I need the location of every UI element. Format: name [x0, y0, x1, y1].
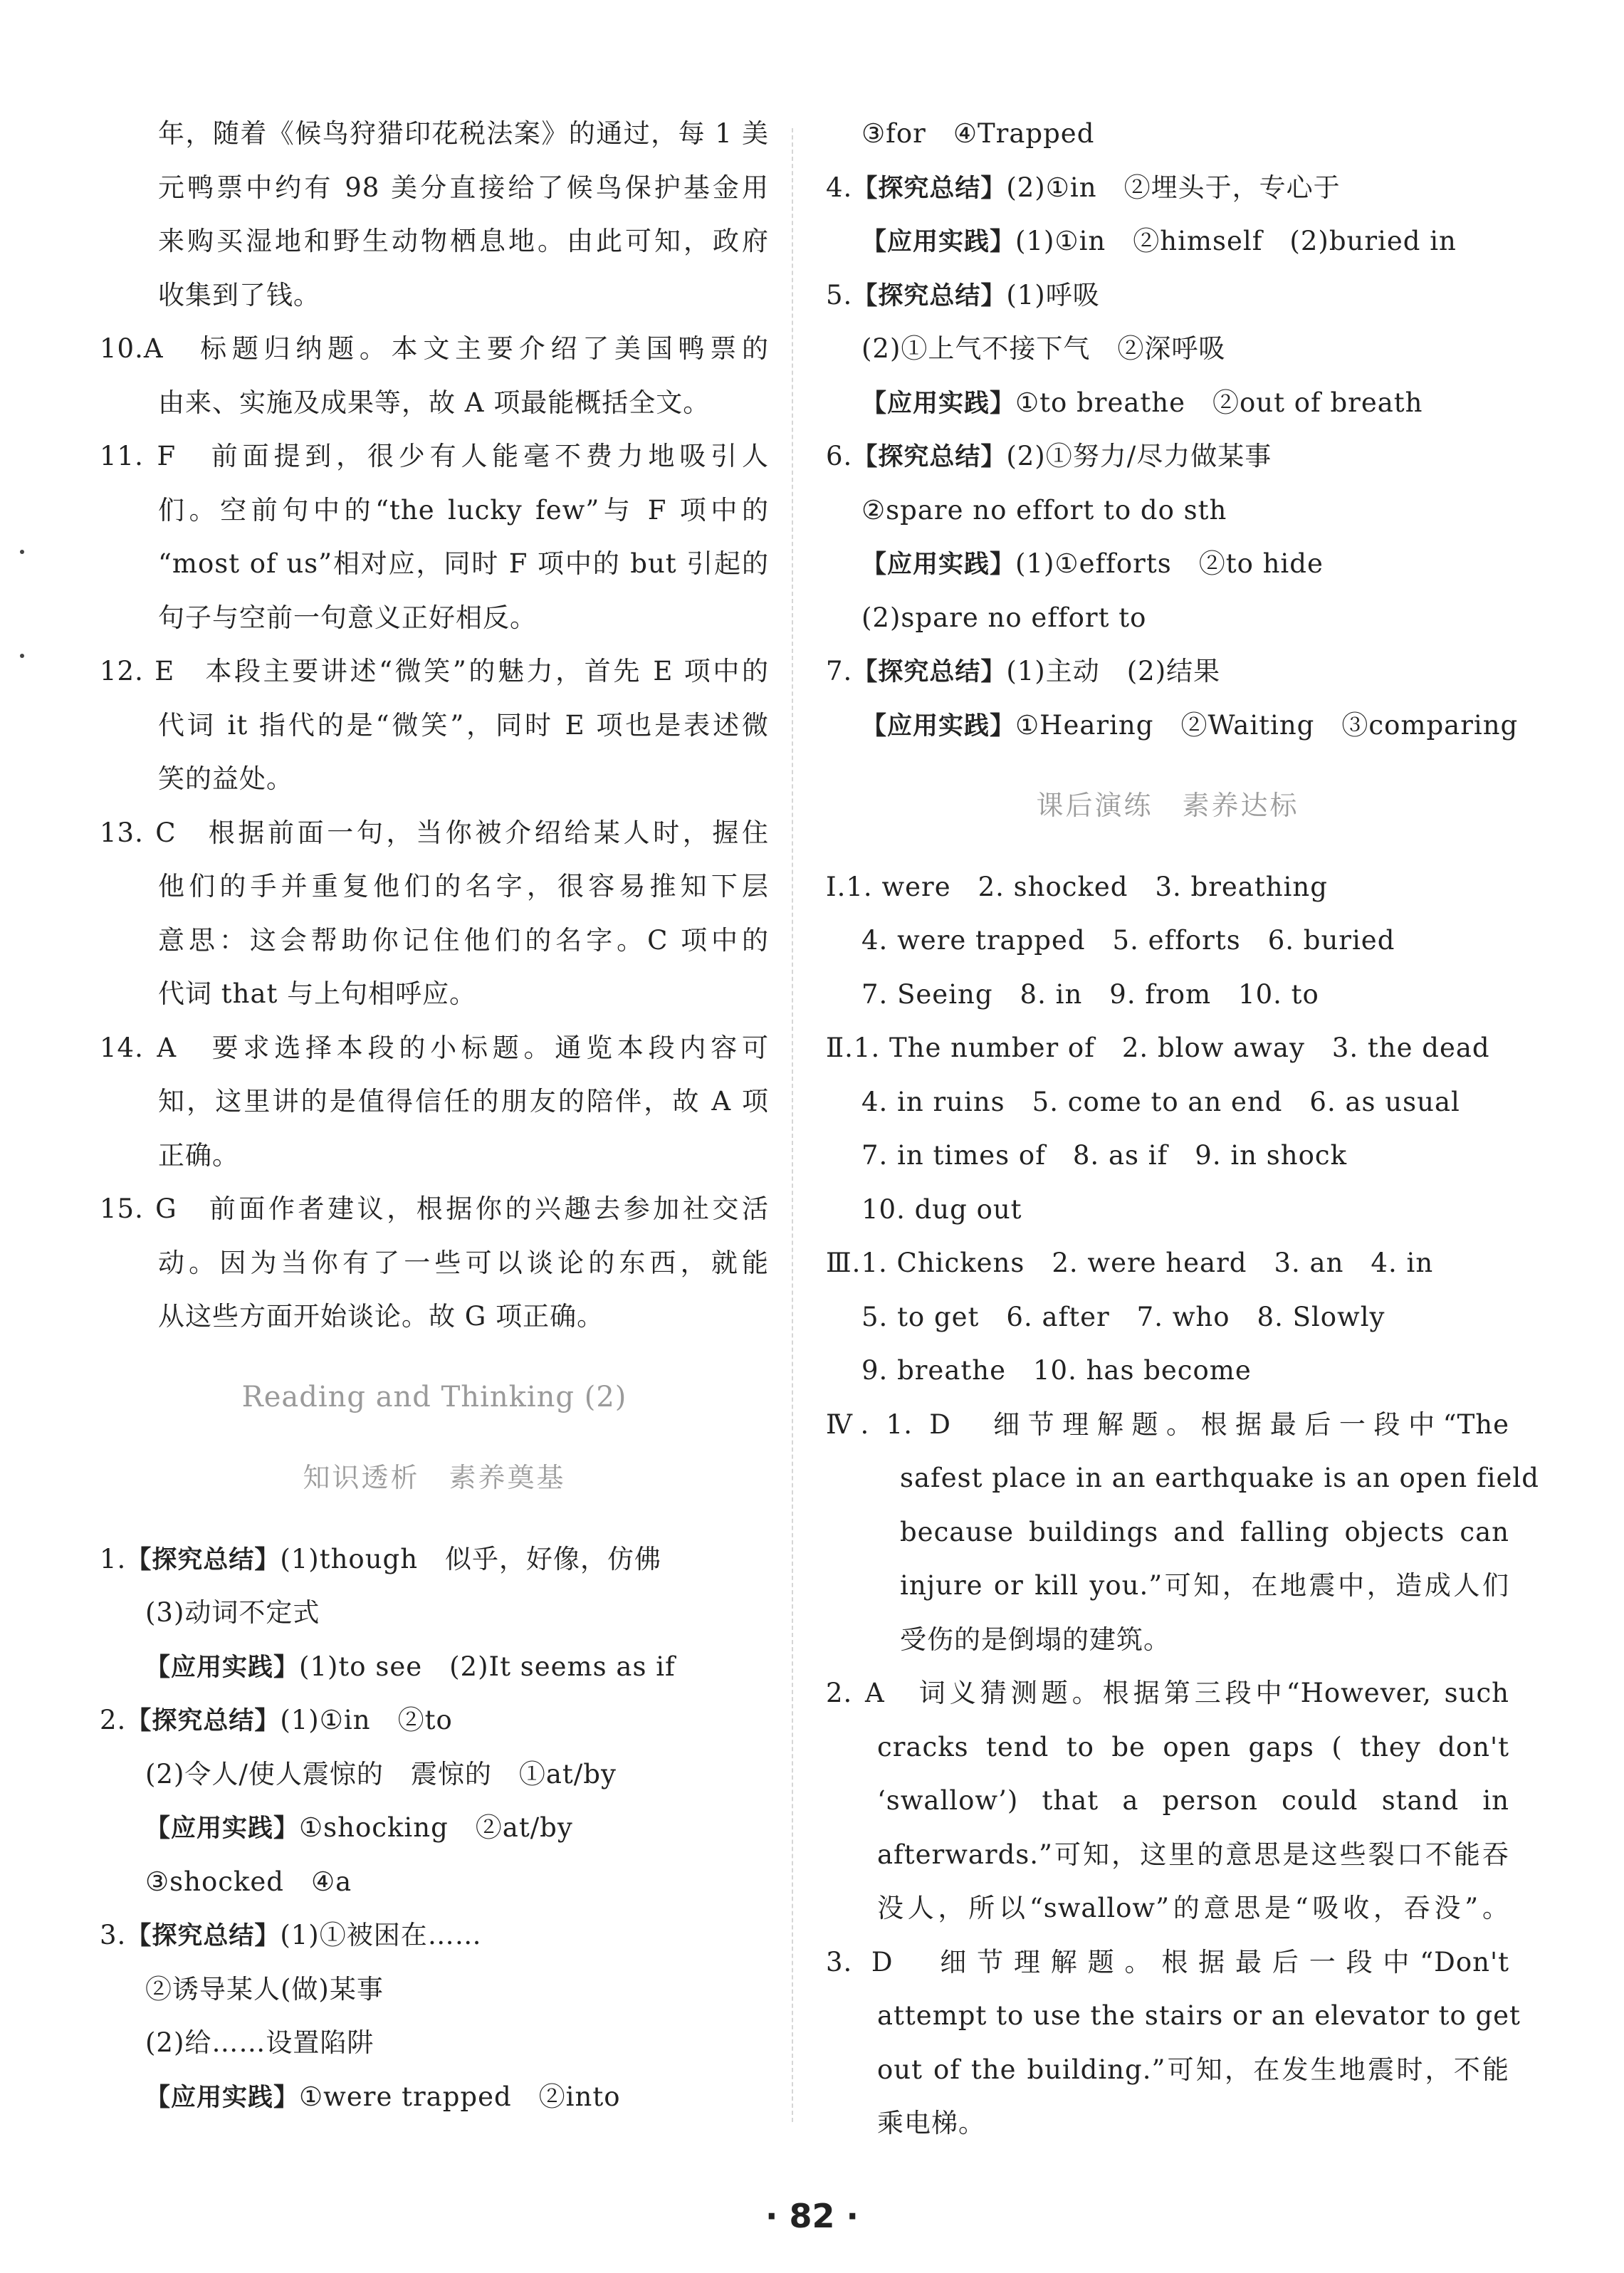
knowledge-5: 5.【探究总结】(1)呼吸 — [826, 279, 1100, 310]
apply-line: 【应用实践】①shocking ②at/by — [145, 1812, 573, 1843]
text-line: ③shocked ④a — [145, 1866, 352, 1897]
text-line: ②诱导某人(做)某事 — [145, 1973, 384, 2005]
exercise-2-line: 4. in ruins 5. come to an end 6. as usual — [861, 1086, 1460, 1117]
text-line: 他们的手并重复他们的名字，很容易推知下层 — [158, 871, 769, 902]
right-column — [826, 107, 1539, 2151]
text-line: 意思：这会帮助你记住他们的名字。C 项中的 — [158, 924, 769, 956]
text-line: 没人，所以“swallow”的意思是“吸收，吞没”。 — [877, 1893, 1509, 1923]
text-line: 们。空前句中的“the lucky few”与 F 项中的 — [158, 494, 769, 526]
exercise-1-line: 7. Seeing 8. in 9. from 10. to — [861, 978, 1319, 1010]
apply-line: 【应用实践】①were trapped ②into — [145, 2081, 621, 2112]
text-line: (2)spare no effort to — [861, 602, 1147, 633]
text-line: ③for ④Trapped — [861, 118, 1095, 149]
subsection-title: 知识透析 素养奠基 — [303, 1462, 566, 1493]
text-line: ‘swallow’) that a person could stand in — [877, 1785, 1509, 1816]
exercise-2-line: Ⅱ.1. The number of 2. blow away 3. the dead — [826, 1033, 1490, 1063]
text-line: attempt to use the stairs or an elevator to get — [877, 2000, 1521, 2031]
exercise-1-line: 4. were trapped 5. efforts 6. buried — [861, 925, 1395, 956]
text-line: 收集到了钱。 — [158, 279, 320, 310]
text-line: 正确。 — [158, 1139, 239, 1171]
knowledge-4: 4.【探究总结】(2)①in ②埋头于，专心于 — [826, 172, 1341, 203]
exercise-2-line: 7. in times of 8. as if 9. in shock — [861, 1140, 1348, 1171]
subsection-title: 课后演练 素养达标 — [1036, 790, 1299, 821]
apply-line: 【应用实践】(1)①efforts ②to hide — [861, 548, 1324, 579]
text-line: (3)动词不定式 — [145, 1597, 320, 1628]
knowledge-1: 1.【探究总结】(1)though 似乎，好像，仿佛 — [100, 1543, 662, 1574]
text-line: (2)给……设置陷阱 — [145, 2027, 374, 2058]
text-line: 受伤的是倒塌的建筑。 — [900, 1624, 1170, 1655]
text-line: 动。因为当你有了一些可以谈论的东西，就能 — [158, 1247, 769, 1278]
text-line: safest place in an earthquake is an open field — [900, 1463, 1539, 1493]
apply-line: 【应用实践】①to breathe ②out of breath — [861, 387, 1423, 418]
answer-10: 10.A 标题归纳题。本文主要介绍了美国鸭票的 — [100, 333, 769, 364]
text-line: afterwards.”可知，这里的意思是这些裂口不能吞 — [877, 1839, 1509, 1870]
column-divider — [792, 128, 793, 2122]
text-line: 年，随着《候鸟狩猎印花税法案》的通过，每 1 美 — [158, 118, 769, 149]
reading-answer-2: 2. A 词义猜测题。根据第三段中“However, such — [826, 1678, 1509, 1708]
knowledge-6: 6.【探究总结】(2)①努力/尽力做某事 — [826, 441, 1272, 471]
exercise-3-line: 9. breathe 10. has become — [861, 1355, 1252, 1386]
text-line: out of the building.”可知，在发生地震时，不能 — [877, 2054, 1509, 2085]
margin-dot — [20, 550, 24, 554]
apply-line: 【应用实践】①Hearing ②Waiting ③comparing — [861, 709, 1519, 741]
text-line: (2)①上气不接下气 ②深呼吸 — [861, 333, 1226, 364]
text-line: ②spare no effort to do sth — [861, 494, 1227, 526]
apply-line: 【应用实践】(1)①in ②himself (2)buried in — [861, 226, 1457, 256]
text-line: 从这些方面开始谈论。故 G 项正确。 — [158, 1301, 604, 1332]
reading-answer-3: 3. D 细节理解题。根据最后一段中“Don't — [826, 1946, 1509, 1977]
knowledge-7: 7.【探究总结】(1)主动 (2)结果 — [826, 656, 1221, 686]
margin-dot — [20, 654, 24, 658]
text-line: 由来、实施及成果等，故 A 项最能概括全文。 — [158, 387, 711, 418]
answer-12: 12. E 本段主要讲述“微笑”的魅力，首先 E 项中的 — [100, 656, 769, 686]
exercise-2-line: 10. dug out — [861, 1193, 1022, 1225]
text-line: 来购买湿地和野生动物栖息地。由此可知，政府 — [158, 226, 769, 256]
answer-11: 11. F 前面提到，很少有人能毫不费力地吸引人 — [100, 441, 769, 471]
answer-15: 15. G 前面作者建议，根据你的兴趣去参加社交活 — [100, 1193, 769, 1224]
text-line: 知，这里讲的是值得信任的朋友的陪伴，故 A 项 — [158, 1086, 769, 1117]
reading-answer-1: Ⅳ. 1. D 细节理解题。根据最后一段中“The — [826, 1409, 1509, 1440]
text-line: 代词 it 指代的是“微笑”，同时 E 项也是表述微 — [158, 709, 769, 741]
exercise-3-line: Ⅲ.1. Chickens 2. were heard 3. an 4. in — [826, 1248, 1434, 1278]
text-line: 乘电梯。 — [877, 2108, 985, 2138]
knowledge-2: 2.【探究总结】(1)①in ②to — [100, 1705, 453, 1735]
text-line: 元鸭票中约有 98 美分直接给了候鸟保护基金用 — [158, 172, 769, 203]
text-line: injure or kill you.”可知，在地震中，造成人们 — [900, 1570, 1509, 1601]
apply-line: 【应用实践】(1)to see (2)It seems as if — [145, 1651, 676, 1682]
text-line: 代词 that 与上句相呼应。 — [158, 978, 477, 1009]
section-title: Reading and Thinking (2) — [241, 1380, 627, 1414]
knowledge-3: 3.【探究总结】(1)①被困在…… — [100, 1920, 482, 1950]
exercise-1-line: Ⅰ.1. were 2. shocked 3. breathing — [826, 871, 1328, 902]
text-line: (2)令人/使人震惊的 震惊的 ①at/by — [145, 1758, 617, 1789]
answer-13: 13. C 根据前面一句，当你被介绍给某人时，握住 — [100, 817, 769, 848]
text-line: cracks tend to be open gaps ( they don't — [877, 1731, 1509, 1762]
page-number: · 82 · — [765, 2197, 859, 2235]
text-line: because buildings and falling objects can — [900, 1516, 1509, 1547]
answer-14: 14. A 要求选择本段的小标题。通览本段内容可 — [100, 1032, 769, 1063]
text-line: “most of us”相对应，同时 F 项中的 but 引起的 — [158, 548, 769, 579]
left-column — [100, 107, 769, 2123]
exercise-3-line: 5. to get 6. after 7. who 8. Slowly — [861, 1301, 1385, 1332]
text-line: 笑的益处。 — [158, 763, 293, 794]
text-line: 句子与空前一句意义正好相反。 — [158, 602, 537, 633]
